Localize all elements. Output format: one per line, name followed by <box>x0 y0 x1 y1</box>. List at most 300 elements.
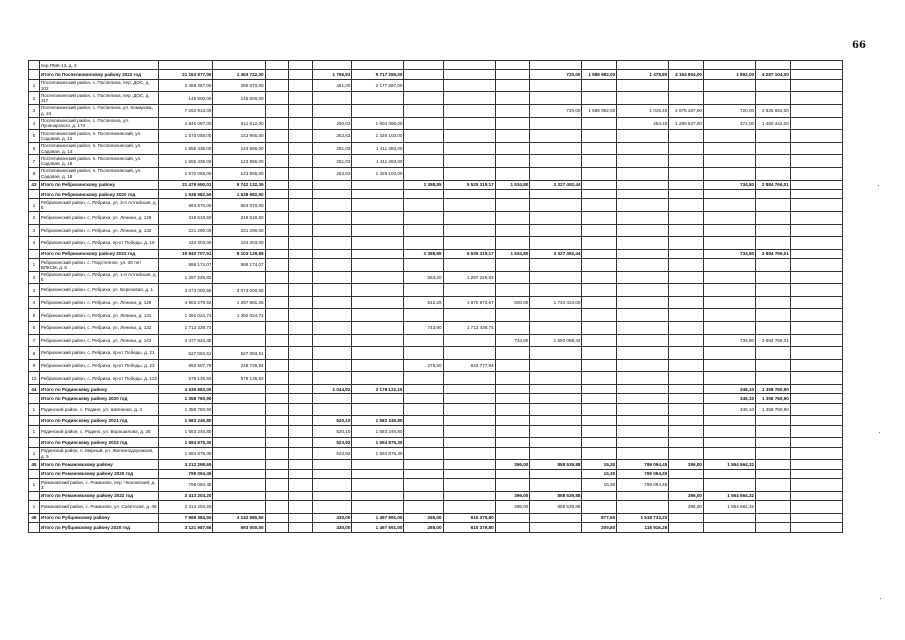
value-cell: 4 536 883,00 <box>159 385 213 394</box>
value-cell <box>265 479 289 492</box>
value-cell <box>443 491 495 500</box>
value-cell <box>530 79 582 92</box>
value-cell: 1 713 439,74 <box>443 322 495 335</box>
value-cell <box>669 224 704 237</box>
value-cell: 1 554 664,32 <box>703 460 755 469</box>
value-cell: 1 594 875,30 <box>352 447 404 460</box>
value-cell <box>443 372 495 385</box>
value-cell <box>669 394 704 403</box>
address-cell: Ребрихинский район, с. Подстепное, ул. 30 лет ВЛКСМ, д. 6 <box>39 259 158 272</box>
value-cell: 800,00 <box>495 296 530 309</box>
row-number <box>29 70 40 79</box>
value-cell <box>213 460 265 469</box>
row-number: 4 <box>29 237 40 250</box>
value-cell: 4 287 104,00 <box>756 70 791 79</box>
value-cell <box>352 460 404 469</box>
value-cell <box>703 199 755 212</box>
value-cell <box>582 425 617 438</box>
value-cell <box>289 167 313 180</box>
value-cell <box>617 359 669 372</box>
value-cell <box>669 296 704 309</box>
value-cell: 858 539,88 <box>530 491 582 500</box>
value-cell: 9 717 265,00 <box>352 70 404 79</box>
value-cell <box>669 309 704 322</box>
value-cell <box>352 469 404 478</box>
value-cell: 2 398,85 <box>404 180 443 189</box>
value-cell <box>213 104 265 117</box>
value-cell <box>313 237 352 250</box>
value-cell <box>404 92 443 105</box>
table-row <box>29 167 843 180</box>
table-row <box>29 155 843 168</box>
value-cell <box>669 284 704 297</box>
value-cell <box>289 372 313 385</box>
value-cell <box>756 438 791 447</box>
value-cell <box>617 334 669 347</box>
value-cell <box>617 189 669 198</box>
value-cell: 319 519,50 <box>159 211 213 224</box>
value-cell <box>582 92 617 105</box>
value-cell <box>756 167 791 180</box>
value-cell <box>790 79 842 92</box>
value-cell <box>213 479 265 492</box>
value-cell <box>443 394 495 403</box>
value-cell <box>582 501 617 514</box>
address-cell: Поспелихинский район, с. Поспелиха, ул. Комарова, д. 24 <box>39 104 158 117</box>
row-number <box>29 438 40 447</box>
value-cell <box>756 284 791 297</box>
value-cell <box>582 180 617 189</box>
total-row <box>29 70 843 79</box>
value-cell: 7 969 384,50 <box>159 513 213 522</box>
value-cell <box>265 438 289 447</box>
value-cell <box>669 347 704 360</box>
value-cell: 1 586 982,00 <box>582 104 617 117</box>
address-cell: Ребрихинский район, с. Ребриха, ул. Ленина, д. 132 <box>39 322 158 335</box>
value-cell <box>669 61 704 70</box>
value-cell <box>530 425 582 438</box>
value-cell <box>530 284 582 297</box>
address-cell: Ребрихинский район, с. Ребриха, пр-кт Победы, д. 122 <box>39 372 158 385</box>
value-cell <box>265 180 289 189</box>
value-cell <box>352 309 404 322</box>
value-cell <box>289 70 313 79</box>
value-cell: 2 875 267,00 <box>669 104 704 117</box>
value-cell <box>790 322 842 335</box>
value-cell: 799 094,45 <box>617 460 669 469</box>
value-cell <box>669 469 704 478</box>
value-cell <box>582 403 617 416</box>
value-cell <box>495 224 530 237</box>
value-cell <box>582 334 617 347</box>
value-cell: 265,00 <box>404 513 443 522</box>
value-cell <box>790 469 842 478</box>
value-cell <box>790 167 842 180</box>
value-cell <box>443 70 495 79</box>
value-cell <box>289 491 313 500</box>
address-cell: Поспелихинский район, с. Поспелиха, пер. ДОС, д. 102 <box>39 79 158 92</box>
value-cell <box>289 460 313 469</box>
value-cell: 434 303,00 <box>159 237 213 250</box>
value-cell <box>443 92 495 105</box>
row-number: 46 <box>29 513 40 522</box>
value-cell <box>582 309 617 322</box>
table-row <box>29 447 843 460</box>
value-cell <box>404 491 443 500</box>
value-cell <box>404 501 443 514</box>
value-cell <box>582 259 617 272</box>
value-cell <box>404 284 443 297</box>
table-row <box>29 117 843 130</box>
value-cell <box>703 523 755 532</box>
value-cell: 579 135,93 <box>213 372 265 385</box>
row-number: 1 <box>29 501 40 514</box>
value-cell <box>703 322 755 335</box>
value-cell: 1 297 229,82 <box>443 271 495 284</box>
value-cell: 143 955,00 <box>213 130 265 143</box>
value-cell <box>265 334 289 347</box>
value-cell: 1 583 246,80 <box>159 416 213 425</box>
value-cell <box>313 211 352 224</box>
row-number: 2 <box>29 211 40 224</box>
value-cell <box>289 249 313 258</box>
value-cell <box>443 460 495 469</box>
total-row <box>29 189 843 198</box>
value-cell <box>703 416 755 425</box>
value-cell: 799 094,45 <box>617 469 669 478</box>
value-cell <box>404 438 443 447</box>
value-cell <box>582 61 617 70</box>
value-cell <box>265 79 289 92</box>
value-cell <box>669 322 704 335</box>
value-cell: 15,30 <box>582 460 617 469</box>
value-cell <box>790 523 842 532</box>
value-cell <box>289 322 313 335</box>
value-cell: 1 478,80 <box>617 70 669 79</box>
value-cell <box>265 491 289 500</box>
value-cell: 461,00 <box>313 79 352 92</box>
row-number <box>29 416 40 425</box>
value-cell <box>617 224 669 237</box>
value-cell: 1 411 483,00 <box>352 142 404 155</box>
value-cell: 19 840 707,51 <box>159 249 213 258</box>
value-cell <box>617 347 669 360</box>
value-cell <box>265 460 289 469</box>
value-cell <box>790 501 842 514</box>
value-cell <box>404 79 443 92</box>
value-cell <box>313 180 352 189</box>
value-cell <box>443 104 495 117</box>
value-cell <box>582 199 617 212</box>
value-cell <box>289 334 313 347</box>
value-cell <box>617 284 669 297</box>
value-cell <box>289 211 313 224</box>
table-row <box>29 142 843 155</box>
value-cell <box>495 425 530 438</box>
value-cell: 5 525 319,17 <box>443 180 495 189</box>
value-cell <box>703 224 755 237</box>
value-cell <box>313 259 352 272</box>
value-cell <box>265 372 289 385</box>
value-cell: 1 583 246,80 <box>352 416 404 425</box>
value-cell <box>313 296 352 309</box>
value-cell <box>404 309 443 322</box>
value-cell <box>213 447 265 460</box>
value-cell <box>313 249 352 258</box>
row-number: 3 <box>29 224 40 237</box>
value-cell <box>313 104 352 117</box>
value-cell <box>582 130 617 143</box>
address-cell: Родинский район, п. Мирный, ул. Железнодорожная, д. 5 <box>39 447 158 460</box>
value-cell: 1 593 068,44 <box>530 334 582 347</box>
value-cell <box>703 359 755 372</box>
value-cell <box>213 322 265 335</box>
value-cell <box>756 189 791 198</box>
value-cell: 799 094,45 <box>159 479 213 492</box>
value-cell <box>617 142 669 155</box>
value-cell <box>530 447 582 460</box>
value-cell: 346,10 <box>703 385 755 394</box>
value-cell: 3 121 987,66 <box>159 523 213 532</box>
value-cell <box>703 469 755 478</box>
value-cell: 1 358 760,90 <box>756 385 791 394</box>
value-cell <box>495 259 530 272</box>
row-number: 2 <box>29 271 40 284</box>
value-cell <box>289 385 313 394</box>
value-cell: 396,00 <box>669 460 704 469</box>
value-cell: 1 392 024,74 <box>159 309 213 322</box>
value-cell <box>756 372 791 385</box>
value-cell <box>669 425 704 438</box>
address-cell: Ребрихинский район, с. Ребриха, ул. Ленина, д. 132 <box>39 224 158 237</box>
value-cell: 8 103 129,89 <box>213 249 265 258</box>
table-row <box>29 403 843 416</box>
value-cell: 209,80 <box>582 523 617 532</box>
value-cell <box>669 79 704 92</box>
table-row <box>29 104 843 117</box>
value-cell <box>265 309 289 322</box>
value-cell <box>669 249 704 258</box>
value-cell: 986 174,07 <box>159 259 213 272</box>
value-cell <box>443 447 495 460</box>
value-cell: 430,00 <box>313 513 352 522</box>
value-cell <box>352 211 404 224</box>
value-cell <box>404 70 443 79</box>
value-cell <box>289 61 313 70</box>
value-cell: 799 094,45 <box>617 479 669 492</box>
table-row <box>29 296 843 309</box>
value-cell <box>530 513 582 522</box>
value-cell: 1 594 875,30 <box>159 447 213 460</box>
value-cell <box>703 237 755 250</box>
row-number: 10 <box>29 372 40 385</box>
value-cell <box>530 523 582 532</box>
value-cell <box>289 259 313 272</box>
value-cell <box>313 199 352 212</box>
value-cell <box>289 501 313 514</box>
value-cell: 248 729,84 <box>213 359 265 372</box>
value-cell <box>495 271 530 284</box>
value-cell: 2 884 766,01 <box>756 249 791 258</box>
address-cell: Родинский район, с. Родино, ул. Шевченко, д. 3 <box>39 403 158 416</box>
value-cell <box>617 394 669 403</box>
address-cell: Ребрихинский район, с. Ребриха, ул. Ленина, д. 129 <box>39 211 158 224</box>
value-cell <box>703 130 755 143</box>
value-cell: 1 554 664,32 <box>703 491 755 500</box>
value-cell: 143 955,00 <box>213 142 265 155</box>
value-cell <box>582 117 617 130</box>
value-cell <box>495 416 530 425</box>
value-cell: 1 358 760,90 <box>159 394 213 403</box>
value-cell <box>703 189 755 198</box>
value-cell <box>669 513 704 522</box>
value-cell <box>495 309 530 322</box>
value-cell <box>265 259 289 272</box>
row-number <box>29 491 40 500</box>
table-row <box>29 425 843 438</box>
value-cell <box>495 523 530 532</box>
value-cell <box>669 142 704 155</box>
value-cell <box>790 249 842 258</box>
value-cell <box>530 403 582 416</box>
value-cell <box>313 469 352 478</box>
value-cell <box>352 249 404 258</box>
value-cell <box>289 438 313 447</box>
value-cell <box>404 189 443 198</box>
value-cell <box>404 416 443 425</box>
row-number: 1 <box>29 479 40 492</box>
value-cell: 1 358 760,90 <box>159 403 213 416</box>
value-cell <box>530 385 582 394</box>
value-cell <box>443 259 495 272</box>
value-cell <box>352 104 404 117</box>
table-row <box>29 237 843 250</box>
value-cell: 986 174,07 <box>213 259 265 272</box>
value-cell <box>289 403 313 416</box>
value-cell <box>582 155 617 168</box>
value-cell <box>404 199 443 212</box>
value-cell <box>265 469 289 478</box>
total-row <box>29 249 843 258</box>
value-cell <box>404 479 443 492</box>
value-cell: 143 955,00 <box>213 155 265 168</box>
value-cell <box>790 416 842 425</box>
value-cell: 3 327 492,44 <box>530 249 582 258</box>
value-cell <box>530 155 582 168</box>
value-cell <box>756 479 791 492</box>
value-cell <box>265 347 289 360</box>
value-cell <box>404 237 443 250</box>
value-cell <box>495 403 530 416</box>
value-cell <box>265 501 289 514</box>
value-cell <box>404 469 443 478</box>
table-row <box>29 479 843 492</box>
value-cell <box>790 491 842 500</box>
value-cell <box>617 79 669 92</box>
value-cell: 396,00 <box>495 491 530 500</box>
row-number: 1 <box>29 199 40 212</box>
value-cell <box>443 211 495 224</box>
value-cell: 251,03 <box>313 142 352 155</box>
value-cell <box>756 322 791 335</box>
value-cell <box>703 447 755 460</box>
value-cell <box>352 61 404 70</box>
value-cell <box>443 416 495 425</box>
value-cell <box>265 224 289 237</box>
value-cell: 319 519,50 <box>213 211 265 224</box>
address-cell: Итого по Романовскому району 2022 год <box>39 491 158 500</box>
value-cell <box>582 271 617 284</box>
value-cell: 2 884 766,01 <box>756 180 791 189</box>
table-row <box>29 501 843 514</box>
value-cell <box>404 425 443 438</box>
value-cell <box>756 447 791 460</box>
value-cell <box>352 394 404 403</box>
value-cell: 858 539,88 <box>530 460 582 469</box>
table-row <box>29 224 843 237</box>
value-cell: 9 742 132,39 <box>213 180 265 189</box>
value-cell: 21 163 877,00 <box>159 70 213 79</box>
value-cell <box>582 284 617 297</box>
row-number: 2 <box>29 92 40 105</box>
row-number: 4 <box>29 296 40 309</box>
value-cell <box>289 155 313 168</box>
value-cell <box>756 347 791 360</box>
value-cell <box>756 416 791 425</box>
table-row <box>29 372 843 385</box>
row-number: 1 <box>29 79 40 92</box>
value-cell <box>756 61 791 70</box>
value-cell <box>289 394 313 403</box>
value-cell <box>495 322 530 335</box>
value-cell: 2 413 204,20 <box>159 491 213 500</box>
value-cell <box>404 142 443 155</box>
row-number: 1 <box>29 447 40 460</box>
value-cell: 812,25 <box>404 296 443 309</box>
value-cell <box>756 523 791 532</box>
value-cell <box>669 92 704 105</box>
value-cell: 1 518 733,20 <box>617 513 669 522</box>
value-cell <box>669 130 704 143</box>
value-cell: 279,50 <box>404 359 443 372</box>
value-cell <box>495 70 530 79</box>
value-cell <box>265 104 289 117</box>
value-cell: 145 600,00 <box>159 92 213 105</box>
value-cell: 1 570 058,00 <box>159 167 213 180</box>
scan-speck <box>878 185 879 186</box>
value-cell <box>790 385 842 394</box>
value-cell <box>756 501 791 514</box>
value-cell <box>582 189 617 198</box>
value-cell <box>582 416 617 425</box>
value-cell <box>265 513 289 522</box>
value-cell: 15,30 <box>582 479 617 492</box>
address-cell: Ребрихинский район, с. Ребриха, пр-кт Победы, д. 19 <box>39 237 158 250</box>
value-cell <box>617 491 669 500</box>
value-cell: 396,00 <box>495 460 530 469</box>
value-cell <box>443 167 495 180</box>
value-cell <box>443 237 495 250</box>
value-cell: 396,00 <box>669 491 704 500</box>
value-cell: 1 534,80 <box>495 180 530 189</box>
value-cell <box>352 237 404 250</box>
address-cell: Ребрихинский район, с. Ребриха, ул. 1-я Алтайская, д. 5 <box>40 272 157 283</box>
value-cell <box>443 130 495 143</box>
value-cell <box>582 372 617 385</box>
value-cell <box>404 372 443 385</box>
value-cell <box>582 359 617 372</box>
value-cell <box>289 309 313 322</box>
